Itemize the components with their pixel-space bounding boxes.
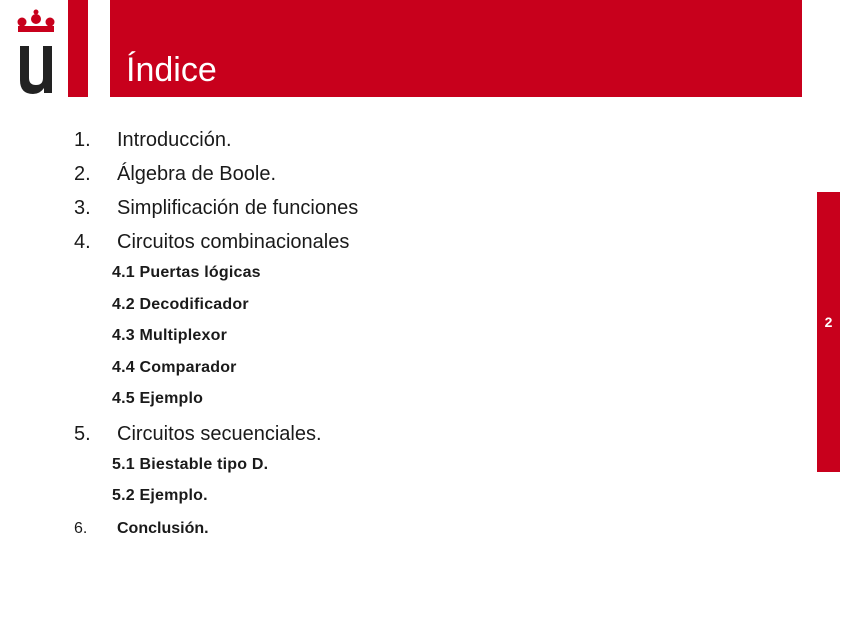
toc-item: [74, 421, 774, 455]
toc-item-label: Circuitos combinacionales: [117, 231, 350, 253]
toc-item-number: 3.: [74, 197, 91, 219]
toc-subitem: 4.4 Comparador: [112, 358, 237, 376]
toc-item: [74, 229, 774, 263]
toc-subitem: 5.1 Biestable tipo D.: [112, 455, 269, 473]
toc-item-label: Introducción.: [117, 129, 232, 151]
toc-item-label: Conclusión.: [117, 519, 209, 537]
toc-item-number: 1.: [74, 129, 91, 151]
page-title: Índice: [126, 51, 217, 89]
toc-item: [74, 161, 774, 195]
toc-subitem: 4.5 Ejemplo: [112, 390, 204, 407]
toc-subitem: 4.2 Decodificador: [112, 295, 249, 313]
toc-item: [74, 127, 774, 161]
toc-item: [74, 518, 774, 552]
logo-stripe: [68, 0, 88, 97]
toc-item-label: Circuitos secuenciales.: [117, 422, 322, 445]
toc-subitem: 5.2 Ejemplo.: [112, 487, 208, 504]
page-tab: [817, 192, 840, 472]
toc-item-number: 6.: [74, 519, 88, 537]
toc-subitem: 4.1 Puertas lógicas: [112, 264, 261, 281]
toc-subitem: 4.3 Multiplexor: [112, 327, 228, 344]
toc-item: [74, 195, 774, 229]
title-bar: [110, 0, 802, 97]
university-logo-icon: [14, 8, 58, 98]
table-of-contents: [74, 127, 774, 552]
toc-item-number: 5.: [74, 422, 91, 445]
toc-item-number: 4.: [74, 231, 91, 253]
toc-item-number: 2.: [74, 163, 91, 185]
toc-item-label: Simplificación de funciones: [117, 197, 359, 219]
page-number: 2: [824, 314, 833, 330]
toc-item-label: Álgebra de Boole.: [117, 163, 277, 185]
